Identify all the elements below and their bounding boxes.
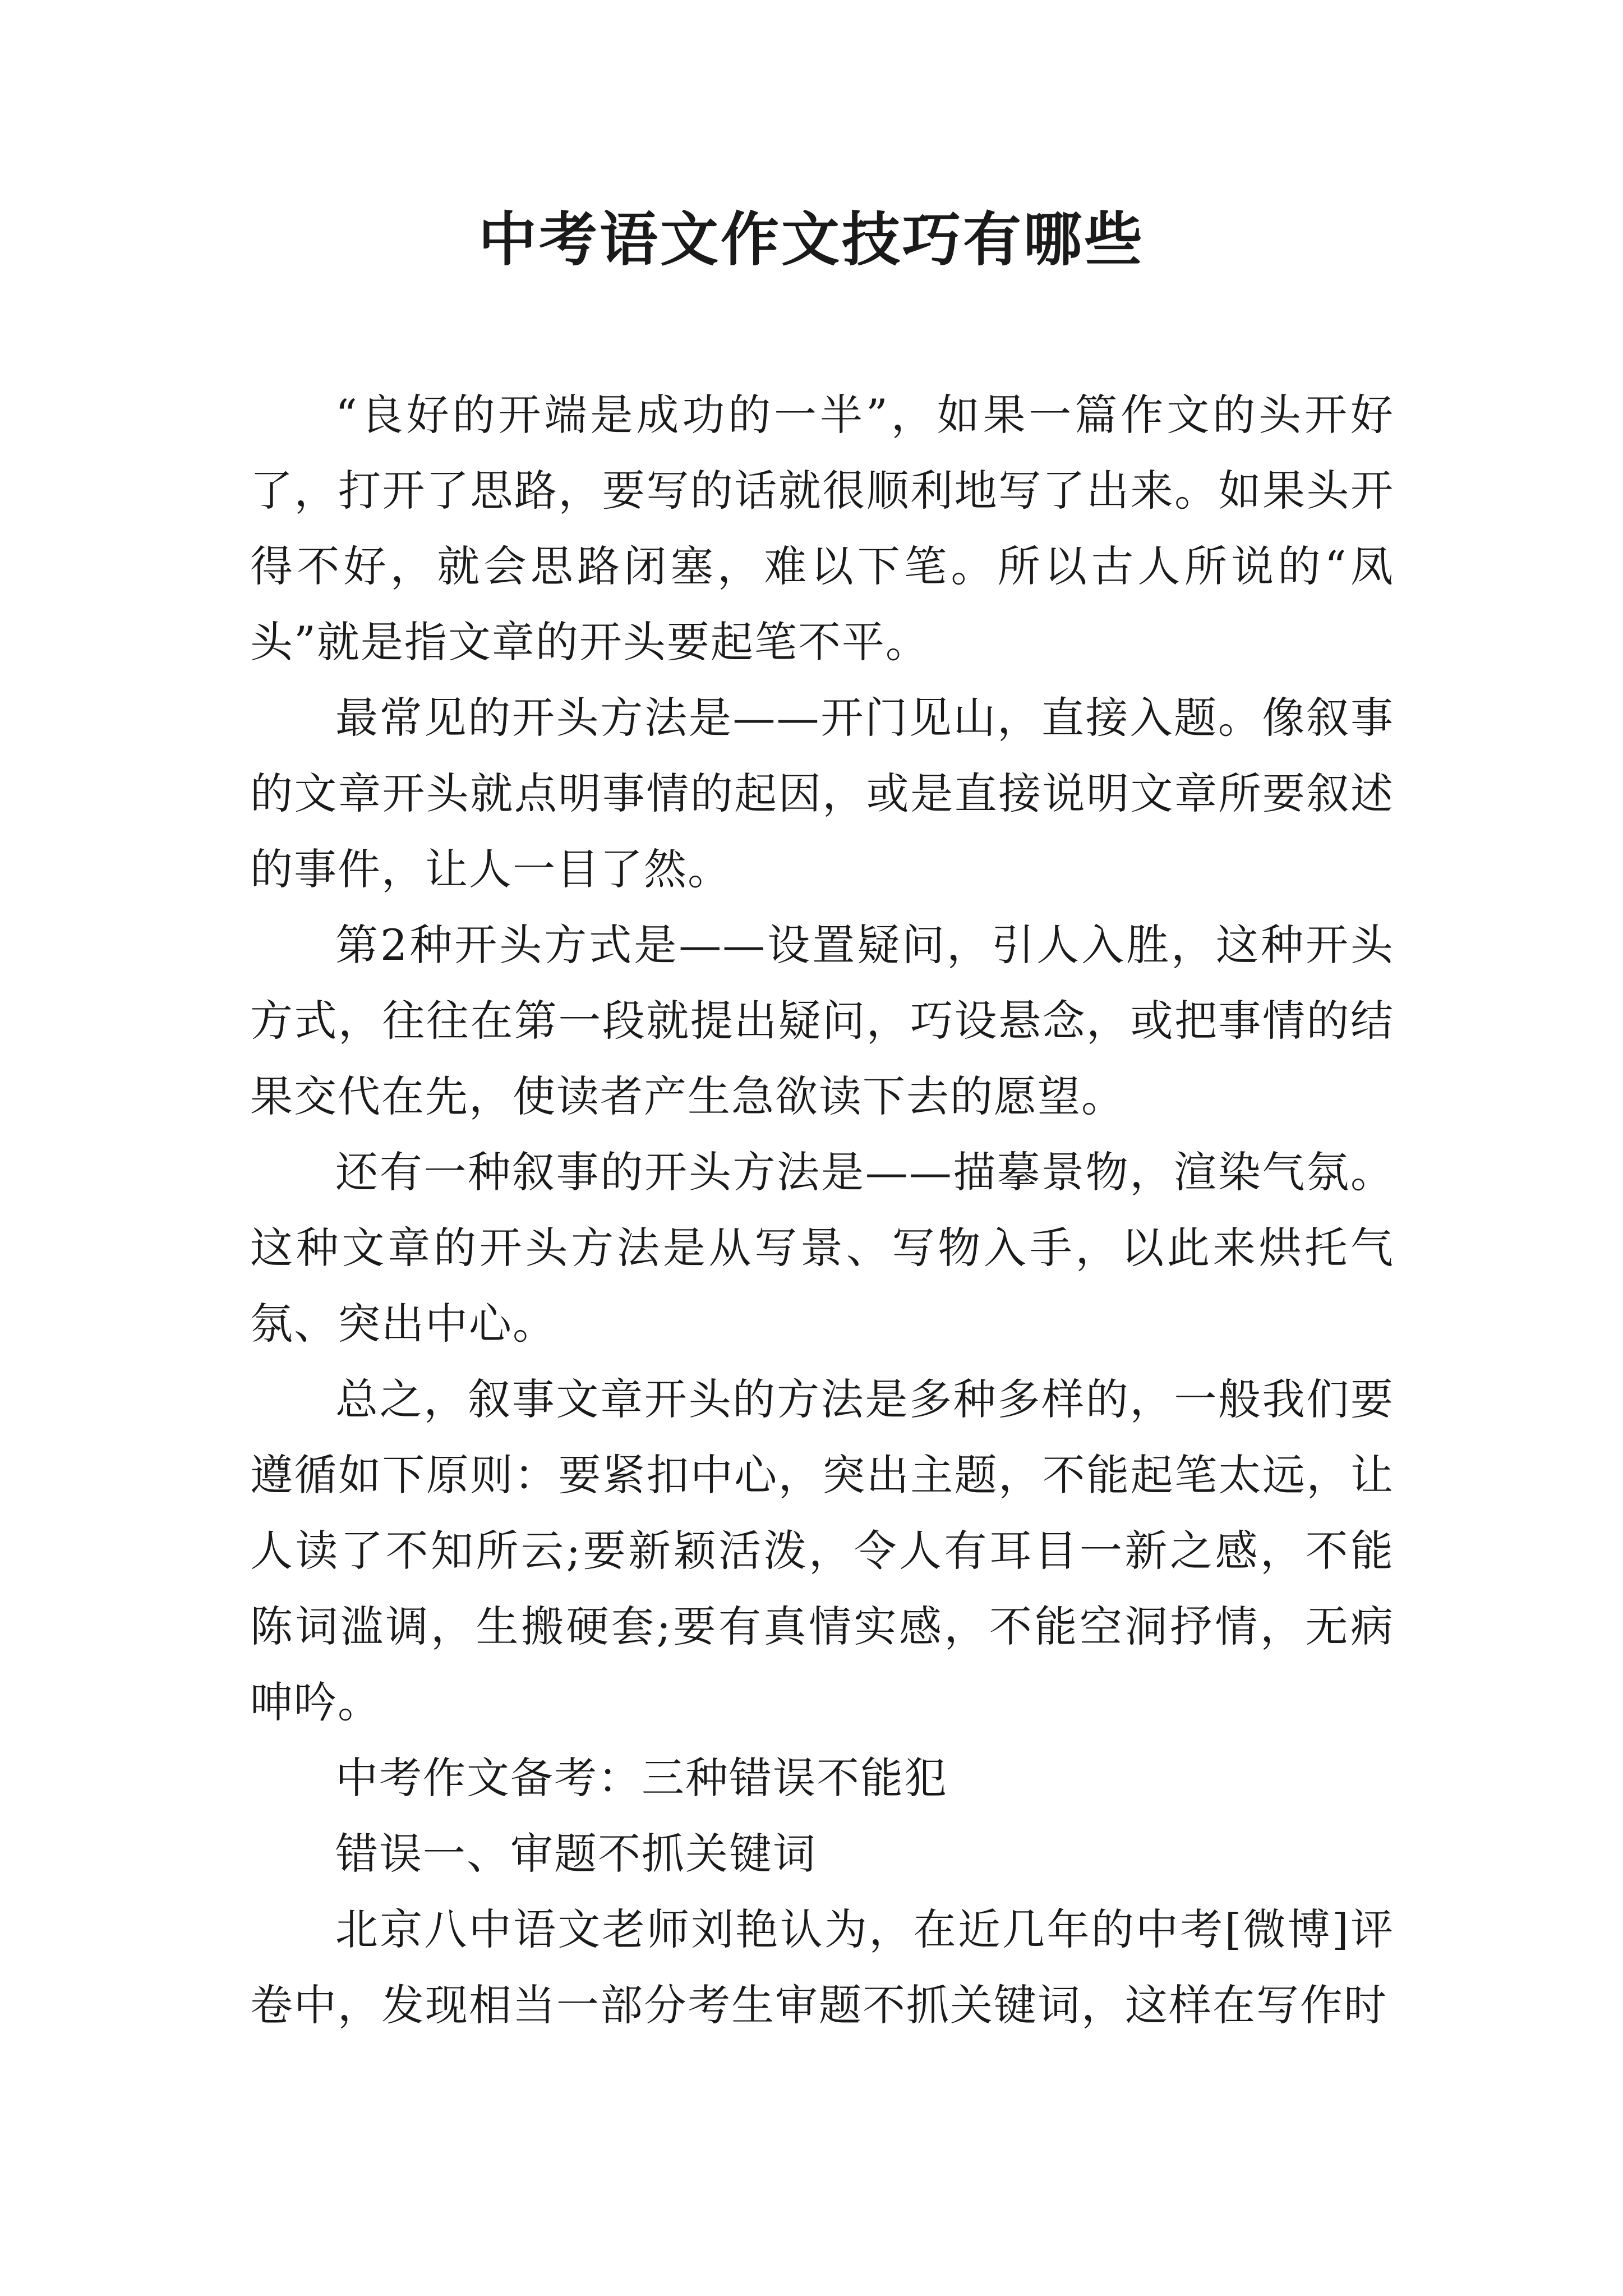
paragraph-method-question: 第2种开头方式是——设置疑问，引人入胜，这种开头方式，往往在第一段就提出疑问，巧设悬念，或把事情的结果交代在先，使读者产生急欲读下去的愿望。 (250, 920, 1394, 1121)
subheading-error-one: 错误一、审题不抓关键词 (335, 1829, 817, 1879)
document-body (250, 377, 1394, 2043)
paragraph-principles: 总之，叙事文章开头的方法是多种多样的，一般我们要遵循如下原则：要紧扣中心，突出主题，不能起笔太远，让人读了不知所云;要新颖活泼，令人有耳目一新之感，不能陈词滥调，生搬硬套;要有真情实感，不能空洞抒情，无病呻吟。 (250, 1374, 1394, 1727)
section-heading-three-errors: 中考作文备考：三种错误不能犯 (335, 1753, 948, 1803)
paragraph-method-scenery: 还有一种叙事的开头方法是——描摹景物，渲染气氛。这种文章的开头方法是从写景、写物入手，以此来烘托气氛、突出中心。 (250, 1147, 1394, 1349)
paragraph-intro: “良好的开端是成功的一半”，如果一篇作文的头开好了，打开了思路，要写的话就很顺利地写了出来。如果头开得不好，就会思路闭塞，难以下笔。所以古人所说的“凤头”就是指文章的开头要起笔不平。 (250, 390, 1394, 667)
paragraph-teacher-quote: 北京八中语文老师刘艳认为，在近几年的中考[微博]评卷中，发现相当一部分考生审题不抓关键词，这样在写作时 (250, 1904, 1394, 2030)
paragraph-method-direct: 最常见的开头方法是——开门见山，直接入题。像叙事的文章开头就点明事情的起因，或是直接说明文章所要叙述的事件，让人一目了然。 (250, 693, 1394, 894)
document-title: 中考语文作文技巧有哪些 (478, 205, 1145, 274)
